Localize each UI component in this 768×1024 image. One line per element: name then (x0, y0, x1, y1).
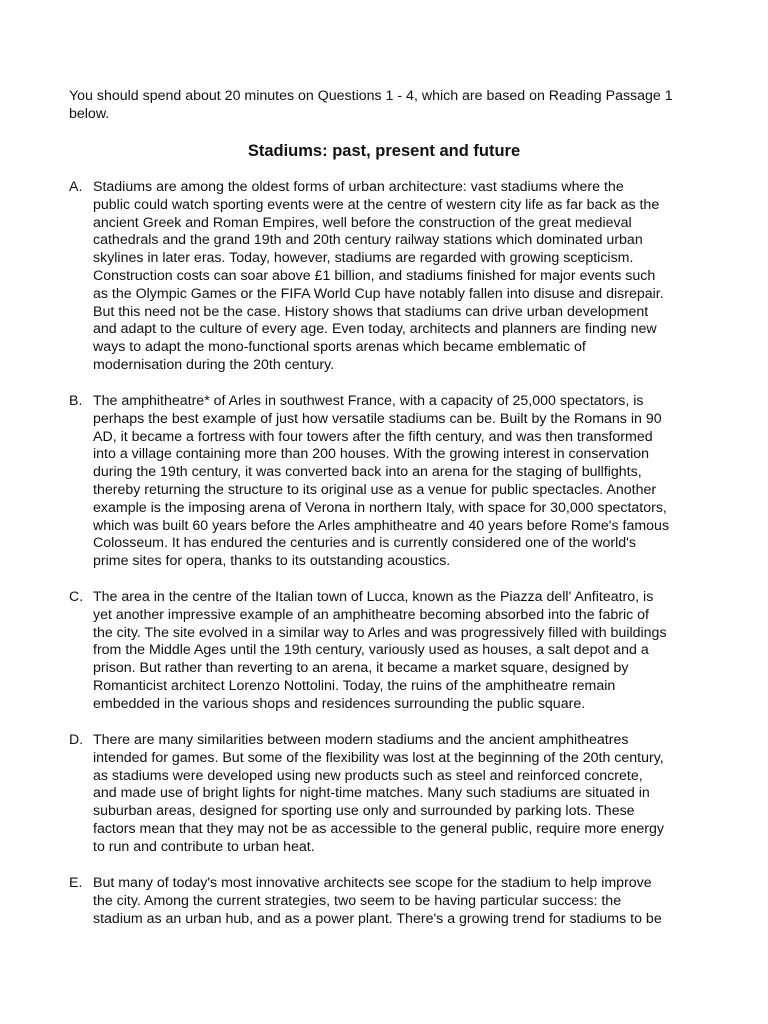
paragraph-line: yet another impressive example of an amphitheatre becoming absorbed into the fabric of (93, 606, 649, 623)
paragraph-d (69, 732, 709, 857)
paragraph-line: The amphitheatre* of Arles in southwest France, with a capacity of 25,000 spectators, is (93, 393, 644, 409)
paragraph-body (93, 875, 709, 928)
paragraph-body (93, 179, 709, 375)
paragraph-line: But many of today's most innovative architects see scope for the stadium to help improve (93, 875, 652, 891)
paragraph-letter: E. (69, 875, 83, 891)
paragraph-line: But this need not be the case. History shows that stadiums can drive urban development (93, 303, 649, 320)
paragraph-line: and adapt to the culture of every age. Even today, architects and planners are finding new (93, 321, 657, 338)
paragraph-line: perhaps the best example of just how versatile stadiums can be. Built by the Romans in 90 (93, 410, 662, 427)
paragraph-line: thereby returning the structure to its original use as a venue for public spectacles. Another (93, 481, 657, 498)
paragraph-line: The area in the centre of the Italian town of Lucca, known as the Piazza dell' Anfiteatro, is (93, 589, 654, 605)
paragraph-line: prison. But rather than reverting to an arena, it became a market square, designed by (93, 660, 629, 677)
paragraph-line: ways to adapt the mono-functional sports arenas which became emblematic of (93, 339, 586, 356)
paragraph-line: to run and contribute to urban heat. (93, 838, 315, 855)
paragraph-letter: B. (69, 393, 83, 409)
paragraph-line: AD, it became a fortress with four towers after the fifth century, and was then transformed (93, 428, 653, 445)
paragraph-line: There are many similarities between modern stadiums and the ancient amphitheatres (93, 732, 629, 748)
paragraph-line: ancient Greek and Roman Empires, well before the construction of the great medieval (93, 214, 632, 231)
paragraph-line: the city. Among the current strategies, two seem to be having particular success: the (93, 892, 622, 909)
paragraph-line: as stadiums were developed using new products such as steel and reinforced concrete, (93, 767, 643, 784)
paragraph-line: Colosseum. It has endured the centuries and is currently considered one of the world's (93, 535, 636, 552)
paragraph-line: the city. The site evolved in a similar way to Arles and was progressively filled with buildings (93, 624, 667, 641)
paragraph-line: factors mean that they may not be as accessible to the general public, require more energy (93, 820, 664, 837)
paragraph-line: prime sites for opera, thanks to its outstanding acoustics. (93, 553, 451, 570)
paragraph-line: which was built 60 years before the Arles amphitheatre and 40 years before Rome's famous (93, 517, 670, 534)
paragraph-line: modernisation during the 20th century. (93, 356, 335, 373)
paragraph-line: into a village containing more than 200 houses. With the growing interest in conservation (93, 446, 650, 463)
paragraph-line: stadium as an urban hub, and as a power plant. There's a growing trend for stadiums to be (93, 910, 662, 927)
instructions-line: below. (69, 105, 110, 122)
paragraph-a (69, 179, 709, 375)
paragraph-e (69, 875, 709, 928)
paragraph-body (93, 732, 709, 857)
paragraph-body (93, 393, 709, 571)
paragraph-line: example is the imposing arena of Verona in northern Italy, with space for 30,000 spectators, (93, 499, 667, 516)
paragraph-line: Stadiums are among the oldest forms of urban architecture: vast stadiums where the (93, 179, 624, 195)
passage-title: Stadiums: past, present and future (247, 142, 521, 160)
paragraph-b (69, 393, 709, 571)
paragraph-line: suburban areas, designed for sporting use only and surrounded by parking lots. These (93, 803, 635, 820)
instructions-text (69, 88, 709, 124)
paragraph-line: cathedrals and the grand 19th and 20th century railway stations which dominated urban (93, 232, 643, 249)
paragraph-letter: A. (69, 179, 83, 195)
paragraph-line: Romanticist architect Lorenzo Nottolini. Today, the ruins of the amphitheatre remain (93, 677, 616, 694)
paragraph-line: as the Olympic Games or the FIFA World Cup have notably fallen into disuse and disrepair. (93, 285, 664, 302)
paragraph-line: intended for games. But some of the flexibility was lost at the beginning of the 20th century, (93, 749, 664, 766)
paragraph-line: and made use of bright lights for night-time matches. Many such stadiums are situated in (93, 785, 650, 802)
paragraph-line: during the 19th century, it was converted back into an arena for the staging of bullfights, (93, 464, 642, 481)
paragraph-body (93, 589, 709, 714)
paragraph-letter: D. (69, 732, 84, 748)
paragraph-line: from the Middle Ages until the 19th century, variously used as houses, a salt depot and a (93, 642, 649, 659)
paragraph-line: skylines in later eras. Today, however, stadiums are regarded with growing scepticism. (93, 250, 634, 267)
instructions-line: You should spend about 20 minutes on Questions 1 - 4, which are based on Reading Passage 1 (69, 88, 673, 104)
paragraph-line: public could watch sporting events were at the centre of western city life as far back as the (93, 196, 660, 213)
paragraph-letter: C. (69, 589, 84, 605)
paragraph-line: Construction costs can soar above £1 billion, and stadiums finished for major events such (93, 267, 656, 284)
paragraph-line: embedded in the various shops and residences surrounding the public square. (93, 695, 586, 712)
paragraph-c (69, 589, 709, 714)
